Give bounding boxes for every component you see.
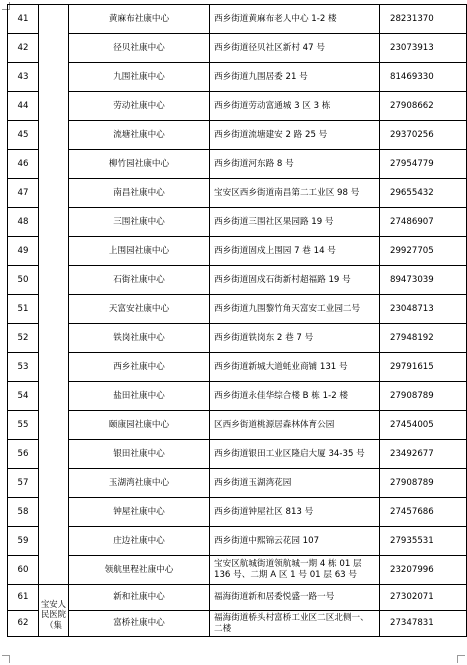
address-cell: 西乡街道玉湖湾花园 (210, 469, 380, 498)
health-center-table (7, 4, 467, 637)
table-row (8, 324, 467, 353)
row-number-cell: 57 (8, 469, 39, 498)
row-number-cell: 44 (8, 92, 39, 121)
address-cell: 区西乡街道桃源居森林体育公园 (210, 411, 380, 440)
address-cell: 西乡街道中熙锦云花园 107 (210, 527, 380, 556)
phone-cell: 29791615 (380, 353, 467, 382)
table-row (8, 527, 467, 556)
center-name-cell: 颐康园社康中心 (69, 411, 210, 440)
address-cell: 西乡街道河东路 8 号 (210, 150, 380, 179)
phone-cell: 29655432 (380, 179, 467, 208)
row-number-cell: 52 (8, 324, 39, 353)
center-name-cell: 径贝社康中心 (69, 34, 210, 63)
row-number-cell: 43 (8, 63, 39, 92)
table-row (8, 208, 467, 237)
table-row (8, 150, 467, 179)
address-cell: 西乡街道银田工业区隆启大厦 34-35 号 (210, 440, 380, 469)
row-number-cell: 49 (8, 237, 39, 266)
center-name-cell: 九围社康中心 (69, 63, 210, 92)
center-name-cell: 西乡社康中心 (69, 353, 210, 382)
table-row (8, 469, 467, 498)
address-cell: 西乡街道钟屋社区 813 号 (210, 498, 380, 527)
row-number-cell: 62 (8, 611, 39, 637)
row-number-cell: 55 (8, 411, 39, 440)
row-number-cell: 54 (8, 382, 39, 411)
center-name-cell: 天富安社康中心 (69, 295, 210, 324)
center-name-cell: 流塘社康中心 (69, 121, 210, 150)
table-row (8, 440, 467, 469)
address-cell: 西乡街道永佳华综合楼 B 栋 1-2 楼 (210, 382, 380, 411)
table-row (8, 5, 467, 34)
row-number-cell: 46 (8, 150, 39, 179)
phone-cell: 27457686 (380, 498, 467, 527)
phone-cell: 29927705 (380, 237, 467, 266)
phone-cell: 23207996 (380, 556, 467, 585)
address-cell: 西乡街道新城大道蚝业商铺 131 号 (210, 353, 380, 382)
table-row (8, 92, 467, 121)
phone-cell: 27935531 (380, 527, 467, 556)
phone-cell: 23073913 (380, 34, 467, 63)
phone-cell: 29370256 (380, 121, 467, 150)
center-name-cell: 劳动社康中心 (69, 92, 210, 121)
table-row (8, 382, 467, 411)
phone-cell: 27302071 (380, 585, 467, 611)
table-row (8, 121, 467, 150)
phone-cell: 27954779 (380, 150, 467, 179)
row-number-cell: 41 (8, 5, 39, 34)
phone-cell: 27908789 (380, 382, 467, 411)
center-name-cell: 钟屋社康中心 (69, 498, 210, 527)
phone-cell: 27908662 (380, 92, 467, 121)
address-cell: 西乡街道劳动富通城 3 区 3 栋 (210, 92, 380, 121)
address-cell: 宝安区西乡街道南昌第二工业区 98 号 (210, 179, 380, 208)
phone-cell: 27948192 (380, 324, 467, 353)
phone-cell: 27454005 (380, 411, 467, 440)
row-number-cell: 56 (8, 440, 39, 469)
center-name-cell: 庄边社康中心 (69, 527, 210, 556)
address-cell: 福海街道新和居委悦盛一路一号 (210, 585, 380, 611)
row-number-cell: 42 (8, 34, 39, 63)
center-name-cell: 富桥社康中心 (69, 611, 210, 637)
phone-cell: 28231370 (380, 5, 467, 34)
address-cell: 西乡街道黄麻布老人中心 1-2 楼 (210, 5, 380, 34)
table-row (8, 556, 467, 585)
address-cell: 福海街道桥头村富桥工业区二区北侧一、二楼 (210, 611, 380, 637)
center-name-cell: 盐田社康中心 (69, 382, 210, 411)
address-cell: 西乡街道固戍上围园 7 巷 14 号 (210, 237, 380, 266)
margin-corner-mark (2, 655, 10, 663)
address-cell: 西乡街道九围居委 21 号 (210, 63, 380, 92)
row-number-cell: 61 (8, 585, 39, 611)
address-cell: 西乡街道固戍石街新村超福路 19 号 (210, 266, 380, 295)
table-row (8, 34, 467, 63)
row-number-cell: 45 (8, 121, 39, 150)
table-body (8, 5, 467, 637)
row-number-cell: 48 (8, 208, 39, 237)
center-name-cell: 玉湖湾社康中心 (69, 469, 210, 498)
center-name-cell: 领航里程社康中心 (69, 556, 210, 585)
group-cell-empty (39, 5, 69, 585)
row-number-cell: 47 (8, 179, 39, 208)
phone-cell: 27486907 (380, 208, 467, 237)
phone-cell: 27347831 (380, 611, 467, 637)
address-cell: 宝安区航城街道领航城一期 4 栋 01 层 136 号、二期 A 区 1 号 01 层 63 号 (210, 556, 380, 585)
group-label-cell: 宝安人民医院（集 (39, 585, 69, 637)
table-row (8, 63, 467, 92)
table-row (8, 411, 467, 440)
margin-corner-mark (457, 655, 465, 663)
phone-cell: 23492677 (380, 440, 467, 469)
row-number-cell: 51 (8, 295, 39, 324)
row-number-cell: 50 (8, 266, 39, 295)
center-name-cell: 上围园社康中心 (69, 237, 210, 266)
table-row (8, 295, 467, 324)
center-name-cell: 石街社康中心 (69, 266, 210, 295)
center-name-cell: 新和社康中心 (69, 585, 210, 611)
address-cell: 西乡街道铁岗东 2 巷 7 号 (210, 324, 380, 353)
table-row (8, 353, 467, 382)
row-number-cell: 59 (8, 527, 39, 556)
table-row (8, 266, 467, 295)
center-name-cell: 黄麻布社康中心 (69, 5, 210, 34)
table-row (8, 611, 467, 637)
row-number-cell: 58 (8, 498, 39, 527)
table-row (8, 237, 467, 266)
phone-cell: 27908789 (380, 469, 467, 498)
table-row (8, 498, 467, 527)
table-row (8, 585, 467, 611)
phone-cell: 23048713 (380, 295, 467, 324)
center-name-cell: 银田社康中心 (69, 440, 210, 469)
row-number-cell: 60 (8, 556, 39, 585)
address-cell: 西乡街道九围黎竹角天富安工业园二号 (210, 295, 380, 324)
center-name-cell: 铁岗社康中心 (69, 324, 210, 353)
row-number-cell: 53 (8, 353, 39, 382)
table-row (8, 179, 467, 208)
address-cell: 西乡街道径贝社区新村 47 号 (210, 34, 380, 63)
phone-cell: 81469330 (380, 63, 467, 92)
center-name-cell: 南昌社康中心 (69, 179, 210, 208)
phone-cell: 89473039 (380, 266, 467, 295)
center-name-cell: 三围社康中心 (69, 208, 210, 237)
address-cell: 西乡街道三围社区果园路 19 号 (210, 208, 380, 237)
center-name-cell: 柳竹园社康中心 (69, 150, 210, 179)
address-cell: 西乡街道流塘建安 2 路 25 号 (210, 121, 380, 150)
